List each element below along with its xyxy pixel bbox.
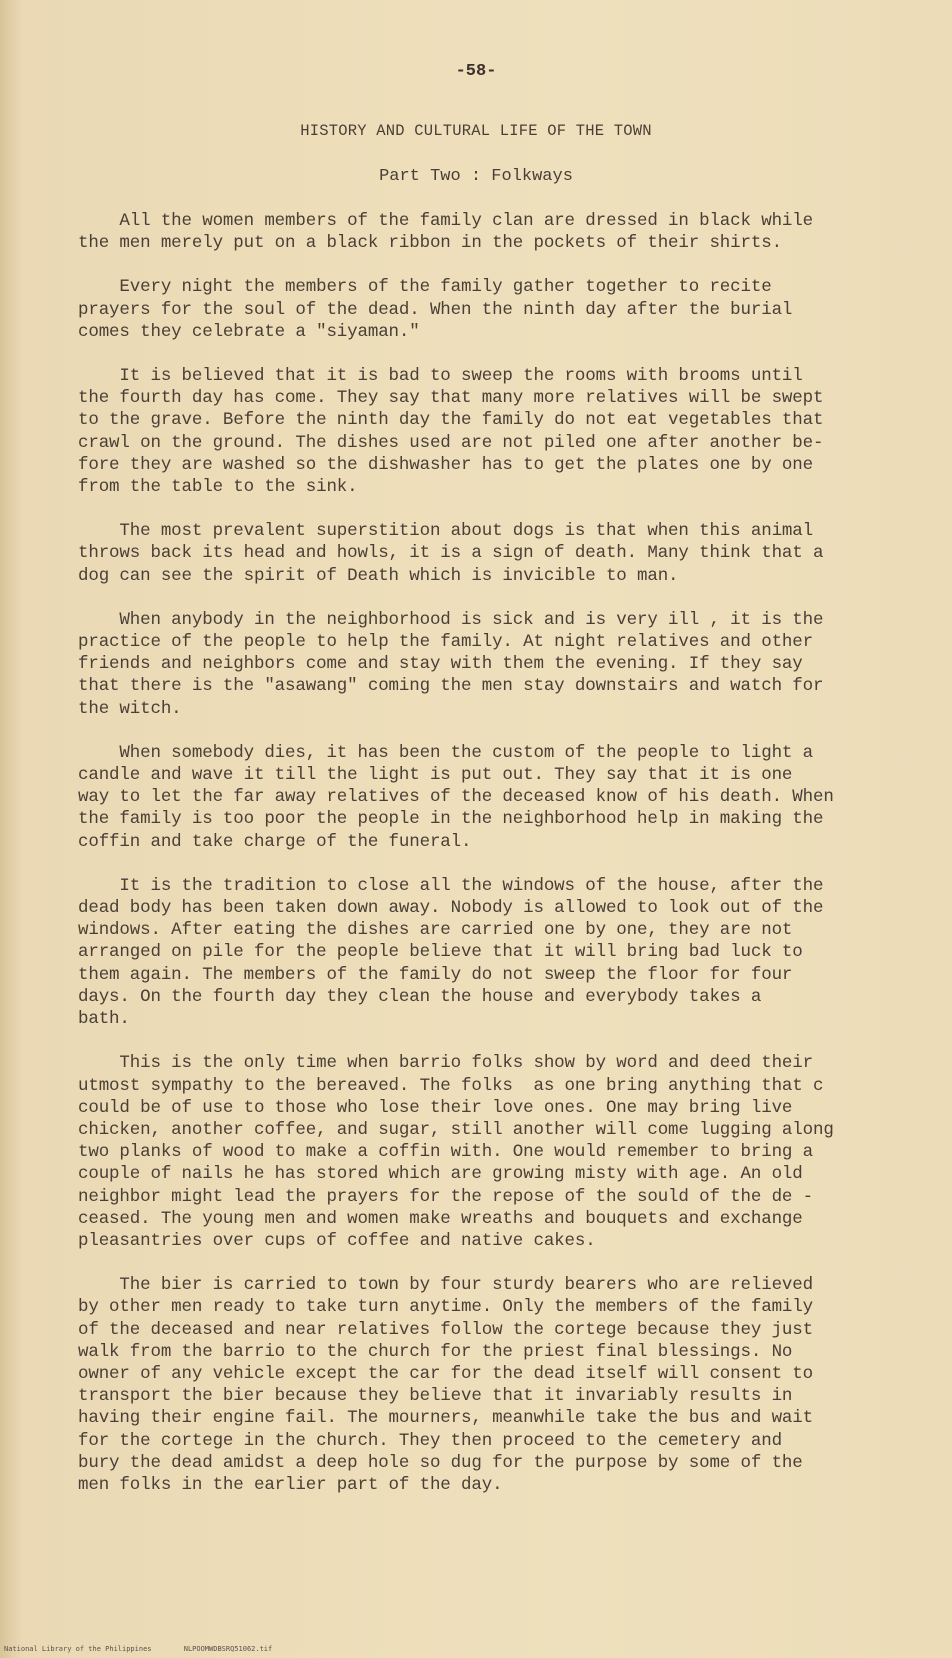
footer-library: National Library of the Philippines: [4, 1645, 152, 1653]
text-line: way to let the far away relatives of the deceased know of his death. When: [78, 787, 834, 808]
text-line: windows. After eating the dishes are carried one by one, they are not: [78, 920, 793, 941]
text-line: days. On the fourth day they clean the house and everybody takes a: [78, 986, 762, 1007]
text-line: When somebody dies, it has been the custom of the people to light a: [78, 742, 813, 763]
text-line: for the cortege in the church. They then proceed to the cemetery and: [78, 1430, 782, 1451]
text-line: by other men ready to take turn anytime. Only the members of the family: [78, 1297, 813, 1318]
text-line: to the grave. Before the ninth day the family do not eat vegetables that: [78, 410, 824, 431]
text-line: All the women members of the family clan are dressed in black while: [78, 211, 813, 231]
page-number: -58-: [455, 62, 497, 81]
text-line: fore they are washed so the dishwasher has to get the plates one by one: [78, 454, 813, 475]
text-line: This is the only time when barrio folks show by word and deed their: [78, 1053, 813, 1074]
text-line: of the deceased and near relatives follow the cortege because they just: [78, 1319, 813, 1340]
paragraph-sweeping-belief: [78, 365, 878, 498]
paragraph-sick-neighbor: [78, 609, 878, 720]
text-line: transport the bier because they believe that it invariably results in: [78, 1386, 793, 1407]
text-line: them again. The members of the family do not sweep the floor for four: [78, 964, 793, 985]
text-line: arranged on pile for the people believe that it will bring bad luck to: [78, 942, 803, 963]
body-text: [78, 210, 878, 1518]
paragraph-windows-tradition: [78, 875, 878, 1030]
text-line: chicken, another coffee, and sugar, still another will come lugging along: [78, 1119, 834, 1140]
text-line: could be of use to those who lose their love ones. One may bring live: [78, 1097, 793, 1118]
paragraph-candle-custom: [78, 742, 878, 853]
scan-footer: [4, 1645, 300, 1653]
text-line: candle and wave it till the light is put out. They say that it is one: [78, 765, 793, 786]
text-line: the men merely put on a black ribbon in the pockets of their shirts.: [78, 233, 782, 254]
text-line: pleasantries over cups of coffee and native cakes.: [78, 1230, 596, 1251]
text-line: couple of nails he has stored which are growing misty with age. An old: [78, 1164, 803, 1185]
text-line: Every night the members of the family gather together to recite: [78, 277, 772, 298]
text-line: dead body has been taken down away. Nobody is allowed to look out of the: [78, 898, 824, 919]
text-line: practice of the people to help the family. At night relatives and other: [78, 632, 813, 653]
paragraph-mourning-attire: [78, 210, 878, 254]
text-line: from the table to the sink.: [78, 477, 358, 498]
text-line: prayers for the soul of the dead. When the ninth day after the burial: [78, 299, 793, 320]
text-line: men folks in the earlier part of the day.: [78, 1474, 503, 1495]
text-line: that there is the "asawang" coming the men stay downstairs and watch for: [78, 676, 824, 697]
text-line: friends and neighbors come and stay with them the evening. If they say: [78, 654, 803, 675]
text-line: crawl on the ground. The dishes used are not piled one after another be-: [78, 432, 824, 453]
text-line: dog can see the spirit of Death which is invicible to man.: [78, 565, 679, 586]
text-line: When anybody in the neighborhood is sick and is very ill , it is the: [78, 609, 824, 630]
paragraph-barrio-sympathy: [78, 1052, 878, 1252]
text-line: owner of any vehicle except the car for the dead itself will consent to: [78, 1363, 813, 1384]
text-line: the fourth day has come. They say that many more relatives will be swept: [78, 388, 824, 409]
page-title: HISTORY AND CULTURAL LIFE OF THE TOWN: [300, 122, 652, 140]
text-line: The bier is carried to town by four sturdy bearers who are relieved: [78, 1275, 813, 1296]
text-line: coffin and take charge of the funeral.: [78, 831, 472, 852]
text-line: bath.: [78, 1009, 130, 1030]
section-subtitle: Part Two : Folkways: [379, 167, 573, 186]
text-line: ceased. The young men and women make wreaths and bouquets and exchange: [78, 1208, 803, 1229]
text-line: walk from the barrio to the church for the priest final blessings. No: [78, 1341, 793, 1362]
text-line: comes they celebrate a "siyaman.": [78, 321, 420, 342]
paragraph-bier-procession: [78, 1274, 878, 1496]
text-line: throws back its head and howls, it is a sign of death. Many think that a: [78, 543, 824, 564]
text-line: utmost sympathy to the bereaved. The folks as one bring anything that c: [78, 1075, 824, 1096]
text-line: the family is too poor the people in the neighborhood help in making the: [78, 809, 824, 830]
footer-file: NLPOOMWDBSRQ51062.tif: [183, 1645, 273, 1653]
text-line: It is believed that it is bad to sweep the rooms with brooms until: [78, 366, 803, 387]
text-line: It is the tradition to close all the windows of the house, after the: [78, 875, 824, 896]
text-line: The most prevalent superstition about dogs is that when this animal: [78, 521, 813, 542]
text-line: bury the dead amidst a deep hole so dug for the purpose by some of the: [78, 1452, 803, 1473]
text-line: two planks of wood to make a coffin with. One would remember to bring a: [78, 1142, 813, 1163]
text-line: having their engine fail. The mourners, meanwhile take the bus and wait: [78, 1408, 813, 1429]
text-line: the witch.: [78, 698, 182, 719]
text-line: neighbor might lead the prayers for the repose of the sould of the de -: [78, 1186, 813, 1207]
paragraph-dog-superstition: [78, 520, 878, 587]
paragraph-nightly-prayers: [78, 276, 878, 343]
